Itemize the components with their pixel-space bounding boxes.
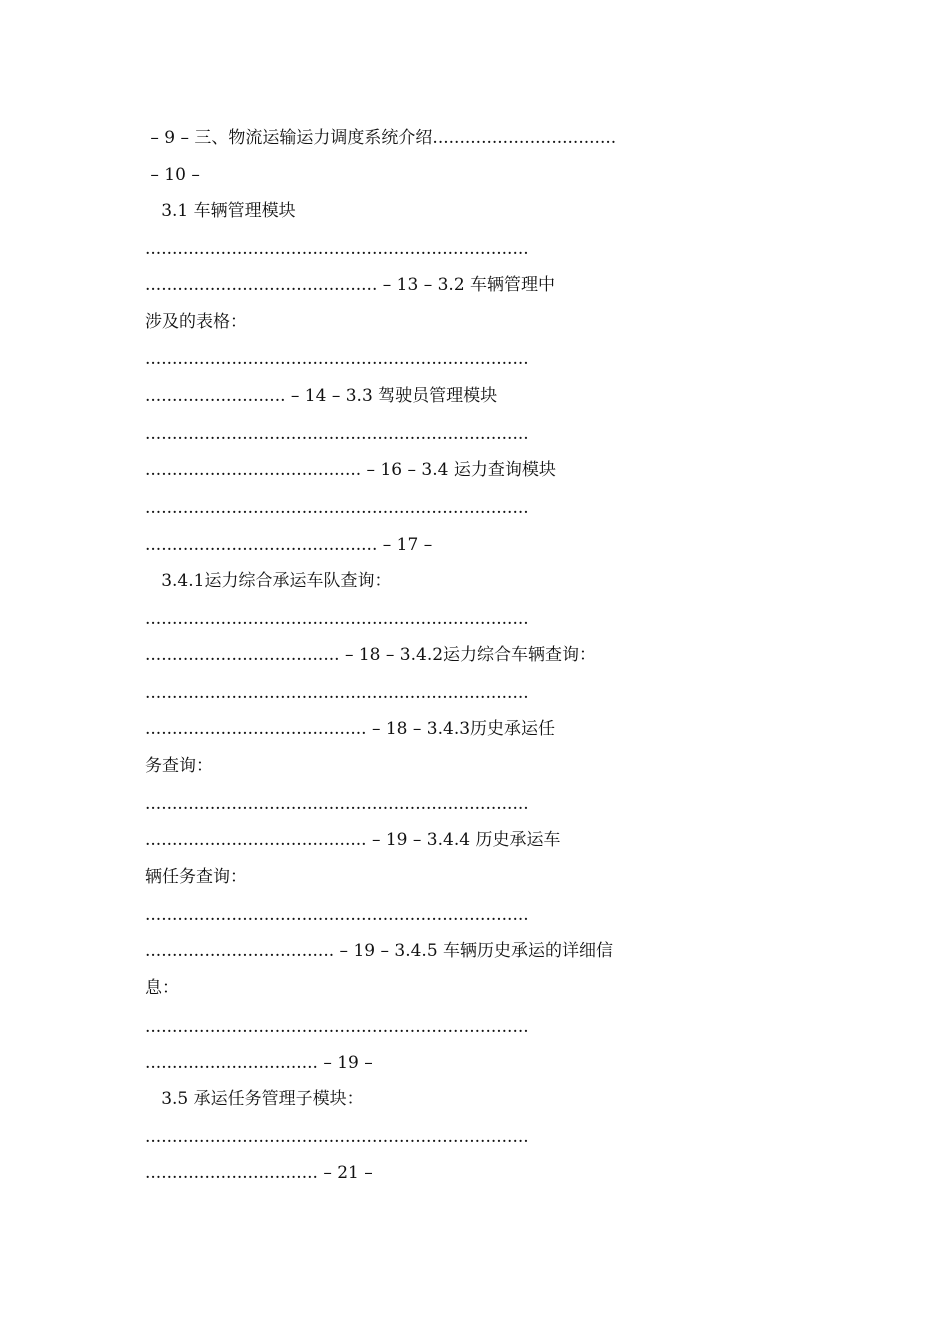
toc-line: 息： bbox=[145, 978, 179, 998]
toc-line: ........................................... – 17 – bbox=[145, 535, 433, 555]
toc-line: 3.4.1运力综合承运车队查询： bbox=[145, 571, 392, 591]
toc-dot-leader: ....................................................................... bbox=[145, 424, 529, 444]
toc-line: 3.1 车辆管理模块 bbox=[145, 201, 296, 221]
toc-dot-leader: ....................................................................... bbox=[145, 794, 529, 814]
toc-line: 3.5 承运任务管理子模块： bbox=[145, 1089, 364, 1109]
toc-line: ......................................... – 19 – 3.4.4 历史承运车 bbox=[145, 830, 561, 850]
toc-dot-leader: ....................................................................... bbox=[145, 498, 529, 518]
toc-dot-leader: ....................................................................... bbox=[145, 349, 529, 369]
toc-dot-leader: ....................................................................... bbox=[145, 609, 529, 629]
toc-dot-leader: ....................................................................... bbox=[145, 905, 529, 925]
toc-line: .......................... – 14 – 3.3 驾驶员管理模块 bbox=[145, 386, 498, 406]
toc-dot-leader: ....................................................................... bbox=[145, 1017, 529, 1037]
toc-line: .................................... – 18 – 3.4.2运力综合车辆查询： bbox=[145, 645, 597, 665]
toc-line: – 9 – 三、物流运输运力调度系统介绍.................................. bbox=[145, 128, 617, 148]
toc-dot-leader: ....................................................................... bbox=[145, 683, 529, 703]
toc-line: 务查询： bbox=[145, 756, 213, 776]
toc-line: ................................ – 19 – bbox=[145, 1053, 373, 1073]
toc-line: ................................... – 19 – 3.4.5 车辆历史承运的详细信 bbox=[145, 941, 614, 961]
toc-dot-leader: ....................................................................... bbox=[145, 1127, 529, 1147]
toc-dot-leader: ....................................................................... bbox=[145, 239, 529, 259]
toc-line: ................................ – 21 – bbox=[145, 1163, 373, 1183]
toc-line: ......................................... – 18 – 3.4.3历史承运任 bbox=[145, 719, 556, 739]
toc-line: ........................................ – 16 – 3.4 运力查询模块 bbox=[145, 460, 556, 480]
toc-line: 涉及的表格： bbox=[145, 312, 247, 332]
toc-line: 辆任务查询： bbox=[145, 867, 247, 887]
toc-line: ........................................... – 13 – 3.2 车辆管理中 bbox=[145, 275, 556, 295]
toc-line: – 10 – bbox=[145, 165, 200, 185]
